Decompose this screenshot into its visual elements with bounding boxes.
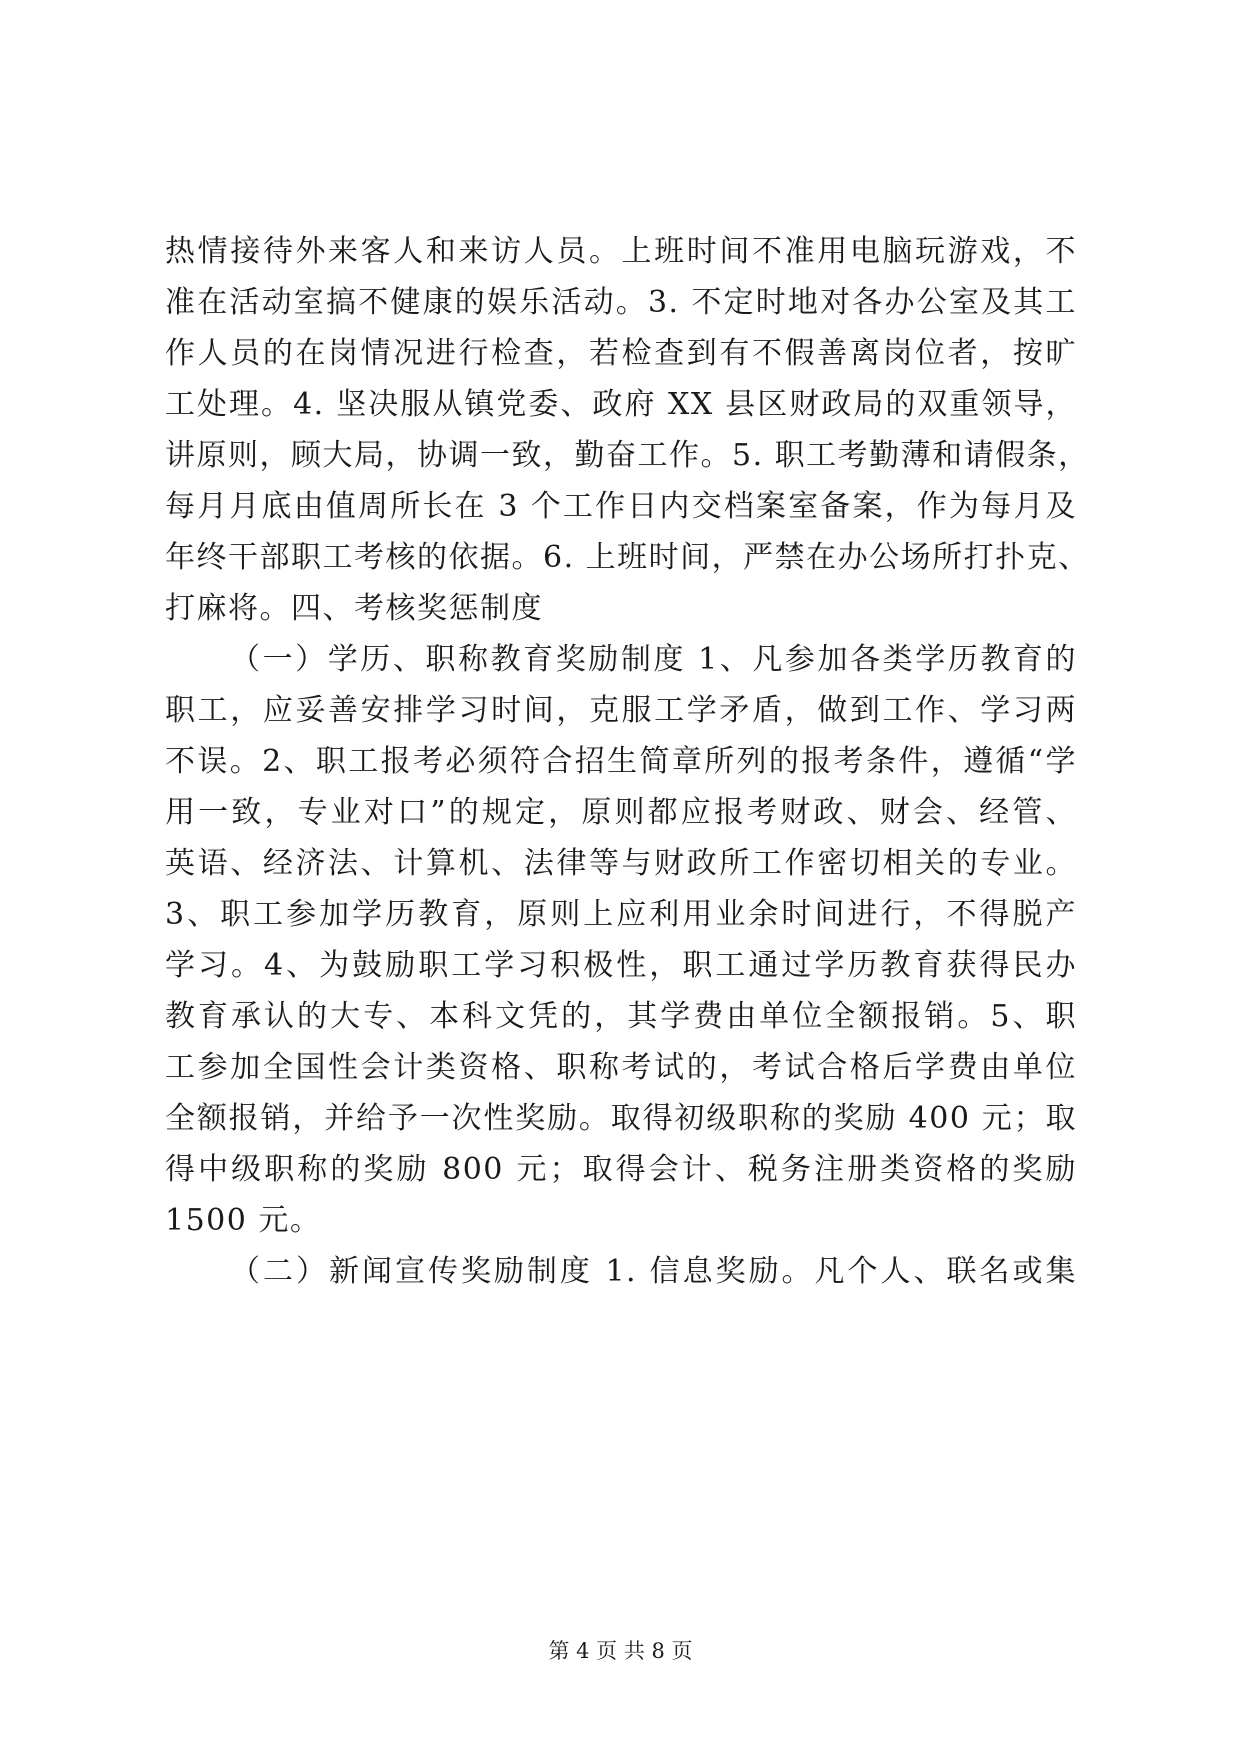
page-footer: 第 4 页 共 8 页 [548, 1639, 693, 1663]
text-line: 讲原则，顾大局，协调一致，勤奋工作。5. 职工考勤薄和请假条， [165, 438, 1090, 473]
document-body [165, 226, 1090, 1297]
text-line: 职工，应妥善安排学习时间，克服工学矛盾，做到工作、学习两 [165, 693, 1077, 728]
text-line: 得中级职称的奖励 800 元；取得会计、税务注册类资格的奖励 [165, 1152, 1077, 1187]
text-line: 不误。2、职工报考必须符合招生简章所列的报考条件，遵循“学 [165, 744, 1077, 779]
text-line: 全额报销，并给予一次性奖励。取得初级职称的奖励 400 元；取 [165, 1101, 1077, 1136]
text-line: 学习。4、为鼓励职工学习积极性，职工通过学历教育获得民办 [165, 948, 1077, 983]
paragraph-start-line: （二）新闻宣传奖励制度 1. 信息奖励。凡个人、联名或集 [230, 1254, 1077, 1289]
text-line: 1500 元。 [165, 1203, 322, 1238]
text-line: 3、职工参加学历教育，原则上应利用业余时间进行，不得脱产 [165, 897, 1077, 932]
text-line: 作人员的在岗情况进行检查，若检查到有不假善离岗位者，按旷 [165, 336, 1077, 371]
text-line: 打麻将。四、考核奖惩制度 [165, 591, 543, 626]
text-line: 年终干部职工考核的依据。6. 上班时间，严禁在办公场所打扑克、 [165, 540, 1090, 575]
text-line: 准在活动室搞不健康的娱乐活动。3. 不定时地对各办公室及其工 [165, 285, 1077, 320]
text-line: 教育承认的大专、本科文凭的，其学费由单位全额报销。5、职 [165, 999, 1077, 1034]
text-line: 每月月底由值周所长在 3 个工作日内交档案室备案，作为每月及 [165, 489, 1077, 524]
text-line: 用一致，专业对口”的规定，原则都应报考财政、财会、经管、 [165, 795, 1077, 830]
text-line: 英语、经济法、计算机、法律等与财政所工作密切相关的专业。 [165, 846, 1077, 881]
text-line: 热情接待外来客人和来访人员。上班时间不准用电脑玩游戏，不 [165, 234, 1077, 269]
text-line: 工参加全国性会计类资格、职称考试的，考试合格后学费由单位 [165, 1050, 1077, 1085]
text-line: 工处理。4. 坚决服从镇党委、政府 XX 县区财政局的双重领导， [165, 387, 1077, 422]
paragraph-start-line: （一）学历、职称教育奖励制度 1、凡参加各类学历教育的 [230, 642, 1077, 677]
